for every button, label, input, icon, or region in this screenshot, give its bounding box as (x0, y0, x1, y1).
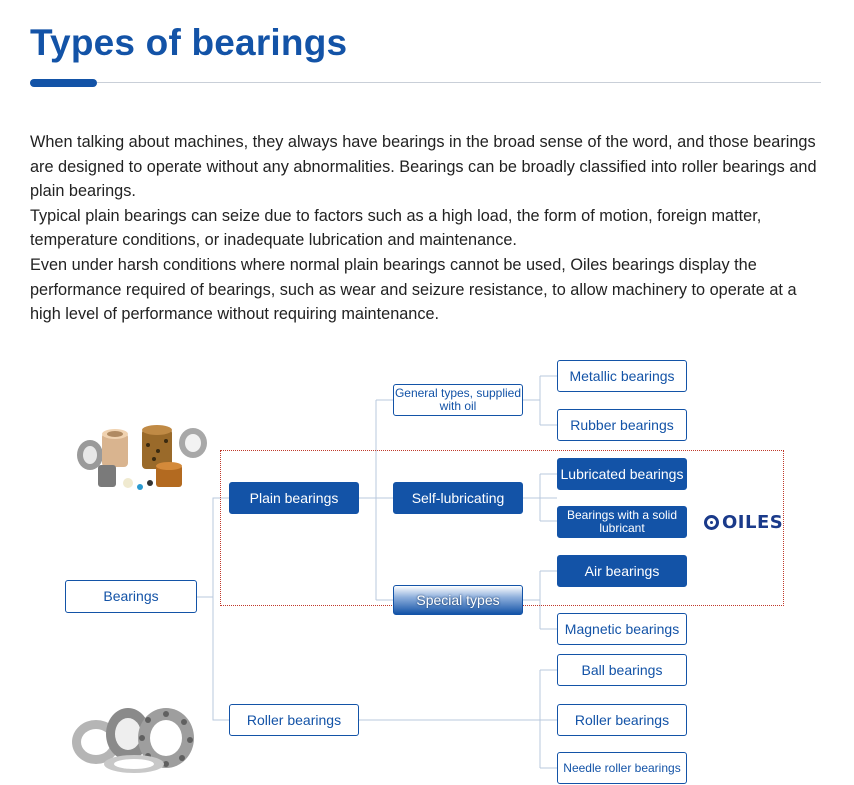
title-accent-bar (30, 79, 97, 87)
bearing-classification-diagram (0, 340, 854, 785)
title-divider (97, 82, 821, 83)
roller-bearings-photo (68, 700, 203, 780)
magnetic-bearings-node: Magnetic bearings (557, 613, 687, 645)
metallic-bearings-node: Metallic bearings (557, 360, 687, 392)
special-types-node: Special types (393, 585, 523, 615)
general-types-node: General types, supplied with oil (393, 384, 523, 416)
oiles-logo-mark-icon (704, 515, 719, 530)
intro-paragraph: When talking about machines, they always have bearings in the broad sense of the word, and those bearings are designed to operate without any abnormalities. Bearings can be broadly classified into roller bearings and plain bearings. (30, 133, 817, 201)
bearings-node: Bearings (65, 580, 197, 613)
intro-paragraph: Even under harsh conditions where normal plain bearings cannot be used, Oiles bearings display the performance required of bearings, such as wear and seizure resistance, to allow machinery to operate at a high level of performance without requiring maintenance. (30, 255, 797, 324)
lubricated-bearings-node: Lubricated bearings (557, 458, 687, 490)
plain-bearings-photo (70, 425, 210, 495)
intro-paragraph: Typical plain bearings can seize due to factors such as a high load, the form of motion, foreign matter, temperature conditions, or inadequate lubrication and maintenance. (30, 206, 762, 250)
roller-bearings-node: Roller bearings (229, 704, 359, 736)
self-lubricating-node: Self-lubricating (393, 482, 523, 514)
rubber-bearings-node: Rubber bearings (557, 409, 687, 441)
ball-bearings-node: Ball bearings (557, 654, 687, 686)
needle-roller-bearings-node: Needle roller bearings (557, 752, 687, 784)
solid-lubricant-bearings-node: Bearings with a solid lubricant (557, 506, 687, 538)
page-title: Types of bearings (30, 22, 348, 63)
oiles-logo-text: OILES (722, 511, 784, 533)
roller-bearings-child-node: Roller bearings (557, 704, 687, 736)
oiles-logo (704, 510, 783, 534)
intro-text (30, 130, 830, 327)
oiles-highlight-box (220, 450, 784, 606)
air-bearings-node: Air bearings (557, 555, 687, 587)
plain-bearings-node: Plain bearings (229, 482, 359, 514)
